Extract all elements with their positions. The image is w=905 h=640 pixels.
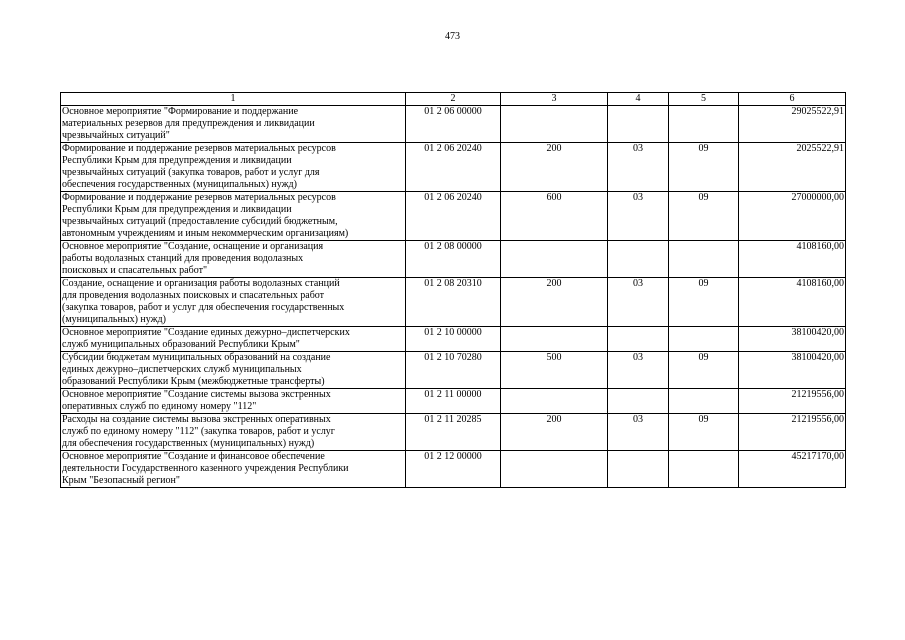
- row-amount-cell: 38100420,00: [739, 327, 846, 352]
- row-amount-cell: 29025522,91: [739, 106, 846, 143]
- row-expense-type-cell: [501, 241, 608, 278]
- table-row: [61, 414, 846, 451]
- row-name-line: Субсидии бюджетам муниципальных образований на создание: [62, 352, 331, 363]
- table-row: [61, 241, 846, 278]
- row-name-line: для обеспечения государственных (муниципальных) нужд): [62, 438, 315, 449]
- row-section-cell: [608, 389, 669, 414]
- row-amount-cell: 38100420,00: [739, 352, 846, 389]
- row-name-line: единых дежурно–диспетчерских служб муниципальных: [62, 364, 302, 375]
- row-subsection-cell: [669, 241, 739, 278]
- row-subsection-cell: 09: [669, 192, 739, 241]
- row-subsection-cell: 09: [669, 278, 739, 327]
- table-row: [61, 143, 846, 192]
- row-name-line: (муниципальных) нужд): [62, 314, 166, 325]
- row-expense-type-cell: 200: [501, 278, 608, 327]
- row-expense-type-cell: [501, 106, 608, 143]
- page-number: 473: [445, 31, 460, 42]
- row-name-line: Основное мероприятие "Создание и финансовое обеспечение: [62, 451, 325, 462]
- row-expense-type-cell: 600: [501, 192, 608, 241]
- row-name-cell: [61, 389, 406, 414]
- row-section-cell: [608, 327, 669, 352]
- column-header-3: 3: [501, 93, 608, 106]
- row-name-line: Крым "Безопасный регион": [62, 475, 180, 486]
- row-amount-cell: 21219556,00: [739, 414, 846, 451]
- row-name-line: Республики Крым для предупреждения и ликвидации: [62, 155, 292, 166]
- row-section-cell: [608, 451, 669, 488]
- row-name-line: чрезвычайных ситуаций (предоставление субсидий бюджетным,: [62, 216, 338, 227]
- row-section-cell: [608, 106, 669, 143]
- row-name-cell: [61, 451, 406, 488]
- row-amount-cell: 4108160,00: [739, 278, 846, 327]
- row-section-cell: [608, 241, 669, 278]
- column-header-4: 4: [608, 93, 669, 106]
- row-name-line: чрезвычайных ситуаций (закупка товаров, работ и услуг для: [62, 167, 320, 178]
- row-name-line: служб по единому номеру "112" (закупка товаров, работ и услуг: [62, 426, 335, 437]
- row-section-cell: 03: [608, 143, 669, 192]
- row-expense-type-cell: [501, 389, 608, 414]
- row-subsection-cell: [669, 451, 739, 488]
- row-name-cell: [61, 143, 406, 192]
- row-name-cell: [61, 414, 406, 451]
- row-name-line: (закупка товаров, работ и услуг для обеспечения государственных: [62, 302, 345, 313]
- row-name-line: материальных резервов для предупреждения и ликвидации: [62, 118, 315, 129]
- row-expense-type-cell: [501, 327, 608, 352]
- row-name-line: для проведения водолазных поисковых и спасательных работ: [62, 290, 325, 301]
- table-row: [61, 192, 846, 241]
- row-name-cell: [61, 327, 406, 352]
- table-row: [61, 278, 846, 327]
- row-name-line: образований Республики Крым (межбюджетные трансферты): [62, 376, 325, 387]
- row-subsection-cell: 09: [669, 143, 739, 192]
- row-expense-type-cell: [501, 451, 608, 488]
- row-amount-cell: 21219556,00: [739, 389, 846, 414]
- row-code-cell: 01 2 10 00000: [406, 327, 501, 352]
- budget-table: [60, 92, 846, 488]
- row-name-line: Формирование и поддержание резервов материальных ресурсов: [62, 143, 336, 154]
- row-name-line: Основное мероприятие "Создание, оснащение и организация: [62, 241, 324, 252]
- row-subsection-cell: [669, 106, 739, 143]
- row-expense-type-cell: 200: [501, 414, 608, 451]
- row-name-line: работы водолазных станций для проведения водолазных: [62, 253, 304, 264]
- row-code-cell: 01 2 08 00000: [406, 241, 501, 278]
- table-row: [61, 451, 846, 488]
- column-header-5: 5: [669, 93, 739, 106]
- row-subsection-cell: [669, 389, 739, 414]
- row-name-cell: [61, 106, 406, 143]
- row-subsection-cell: [669, 327, 739, 352]
- row-code-cell: 01 2 11 20285: [406, 414, 501, 451]
- row-subsection-cell: 09: [669, 414, 739, 451]
- row-code-cell: 01 2 11 00000: [406, 389, 501, 414]
- row-amount-cell: 2025522,91: [739, 143, 846, 192]
- row-amount-cell: 27000000,00: [739, 192, 846, 241]
- column-header-1: 1: [61, 93, 406, 106]
- row-expense-type-cell: 500: [501, 352, 608, 389]
- row-name-line: поисковых и спасательных работ": [62, 265, 208, 276]
- table-row: [61, 352, 846, 389]
- row-name-line: автономным учреждениям и иным некоммерческим организациям): [62, 228, 349, 239]
- table-row: [61, 389, 846, 414]
- row-name-line: Основное мероприятие "Создание единых дежурно–диспетчерских: [62, 327, 350, 338]
- row-section-cell: 03: [608, 414, 669, 451]
- row-name-line: Основное мероприятие "Создание системы вызова экстренных: [62, 389, 331, 400]
- row-code-cell: 01 2 06 20240: [406, 192, 501, 241]
- row-name-line: служб муниципальных образований Республики Крым": [62, 339, 300, 350]
- row-name-line: Республики Крым для предупреждения и ликвидации: [62, 204, 292, 215]
- row-name-line: Формирование и поддержание резервов материальных ресурсов: [62, 192, 336, 203]
- row-name-line: Создание, оснащение и организация работы водолазных станций: [62, 278, 340, 289]
- row-name-line: обеспечения государственных (муниципальных) нужд): [62, 179, 297, 190]
- row-expense-type-cell: 200: [501, 143, 608, 192]
- column-header-2: 2: [406, 93, 501, 106]
- row-amount-cell: 4108160,00: [739, 241, 846, 278]
- row-code-cell: 01 2 06 00000: [406, 106, 501, 143]
- row-name-cell: [61, 278, 406, 327]
- row-name-cell: [61, 352, 406, 389]
- row-section-cell: 03: [608, 278, 669, 327]
- row-code-cell: 01 2 08 20310: [406, 278, 501, 327]
- row-subsection-cell: 09: [669, 352, 739, 389]
- row-name-line: оперативных служб по единому номеру "112": [62, 401, 257, 412]
- row-name-line: деятельности Государственного казенного учреждения Республики: [62, 463, 349, 474]
- row-code-cell: 01 2 12 00000: [406, 451, 501, 488]
- row-name-cell: [61, 192, 406, 241]
- row-amount-cell: 45217170,00: [739, 451, 846, 488]
- row-name-line: Основное мероприятие "Формирование и поддержание: [62, 106, 299, 117]
- row-name-cell: [61, 241, 406, 278]
- row-section-cell: 03: [608, 352, 669, 389]
- header-row: [61, 93, 846, 106]
- row-code-cell: 01 2 06 20240: [406, 143, 501, 192]
- row-name-line: Расходы на создание системы вызова экстренных оперативных: [62, 414, 331, 425]
- table-row: [61, 327, 846, 352]
- row-section-cell: 03: [608, 192, 669, 241]
- table-row: [61, 106, 846, 143]
- row-name-line: чрезвычайных ситуаций": [62, 130, 170, 141]
- row-code-cell: 01 2 10 70280: [406, 352, 501, 389]
- column-header-6: 6: [739, 93, 846, 106]
